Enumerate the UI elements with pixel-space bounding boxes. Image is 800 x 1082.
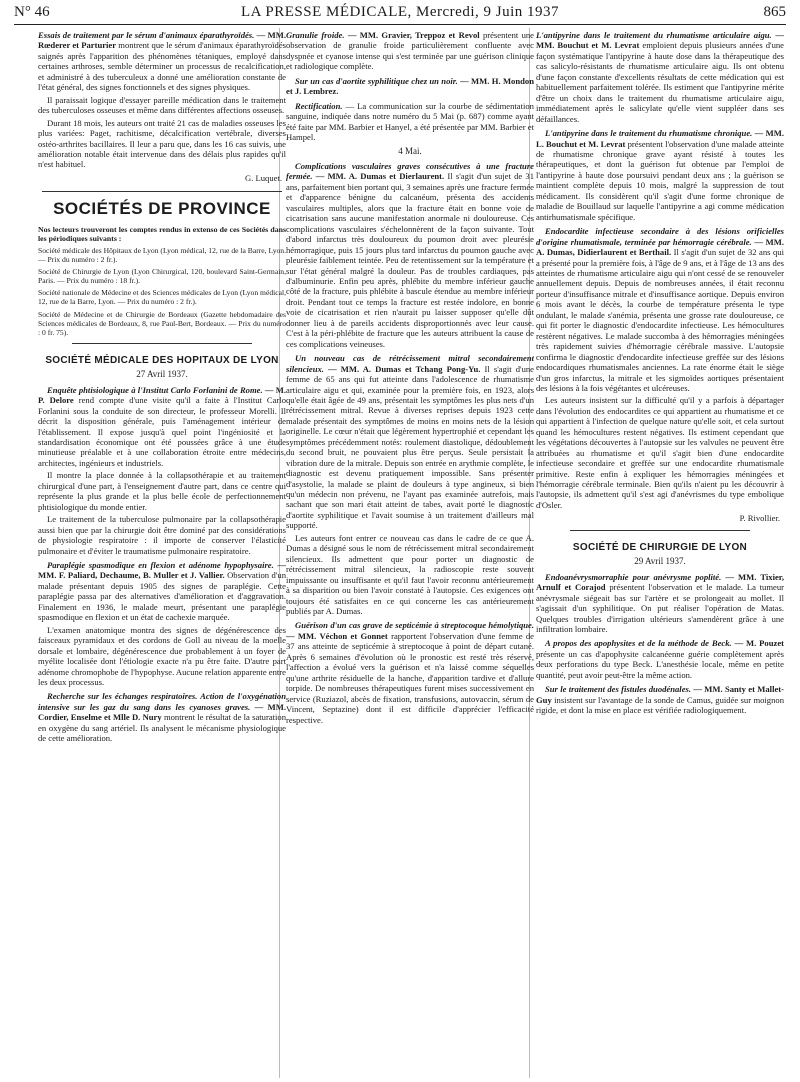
paragraph: Durant 18 mois, les auteurs ont traité 21 cas de maladies osseuses les plus variées: Paget, rachitisme, décalcification vertébrale, diverses ostéo-arthrites bacillaires. Il leur a paru que, dans les 16 cas suivis, une amélioration notable était intervenue dans des délais plus rapides qu'il n'est habituel. <box>38 117 286 170</box>
article: L'antipyrine dans le traitement du rhumatisme chronique. — MM. L. Bouchut et M. Levrat présentent l'observation d'une malade atteinte de rhumatisme chronique grave ayant résisté à toutes les thérapeutiques, et dont la guérison fut obtenue par l'emploi de l'antipyrine à haute dose poursuivi pendant deux ans ; la guérison se maintient complète depuis 10 mois, malgré la suppression de tout médicament. Ils considèrent qu'il s'agit d'une forme chronique de maladie de Bouillaud sur laquelle l'antipyrine a agi comme médication antirhumatismale spécifique. <box>536 128 784 222</box>
paragraph: Les auteurs insistent sur la difficulté qu'il y a parfois à départager dans l'évolution des endocardites ce qui appartient au rhumatisme et ce qui appartient à l'infection de quelque nature qu'elle soit, et cela surtout quand les hémocultures restent négatives. Ils estiment cependant que les végétations découvertes à l'autopsie sur les valvules ne peuvent être attribuées au rhumatisme et qu'il s'agit bien d'une endocardite infectieuse secondaire et greffée sur une endocardite rhumatismale primitive. Reste enfin à expliquer les hémorragies méningées et l'hémorragie cérébrale terminale. Bien qu'ils n'aient pu les découvrir à l'autopsie, ils admettent qu'il s'est agi d'anévrismes du type embolique d'Osler. <box>536 395 784 510</box>
notice-lead: Nos lecteurs trouveront les comptes rendus in extenso de ces Sociétés dans les périodiques suivants : <box>38 224 286 243</box>
article: Sur un cas d'aortite syphilitique chez un noir. — MM. H. Mondon et J. Lembrez. <box>286 75 534 97</box>
column-3 <box>536 30 784 1076</box>
session-date: 29 Avril 1937. <box>634 556 686 567</box>
article: A propos des apophysites et de la méthode de Beck. — M. Pouzet présente un cas d'apophysite calcanéenne guérie complètement après deux perforations du type Beck. L'anesthésie locale, même en petite quantité, peut avoir peut-être la même action. <box>536 638 784 680</box>
notice-item: Société de Chirurgie de Lyon (Lyon Chirurgical, 120, boulevard Saint-Germain, Paris. — Prix du numéro : 18 fr.). <box>38 267 286 286</box>
divider <box>570 530 750 531</box>
article: Complications vasculaires graves consécutives à une fracture fermée. — MM. A. Dumas et Dierlaurent. Il s'agit d'un sujet de 31 ans, parfaitement bien portant qui, 3 semaines après une fracture fermée et d'apparence bénigne du calcanéum, présenta des accidents vasculaires multiples, alors que la fracture était en bonne voie de cicatrisation sans aucune manifestation anormale ni douloureuse. Ces complications vasculaires s'échelonnèrent de la façon suivante. Tout d'abord infarctus très douloureux du poumon droit avec pleurésie hémorragique, puis 15 jours plus tard infarctus du poumon gauche avec pleurésie faiblement teintée. Peu de retentissement sur la température et sur l'état général malgré la douleur. Pas de troubles cardiaques, pas d'albuminurie. Enfin peu après, phlébite du membre inférieur gauche côté de la fracture, puis phlébite à bascule étendue au membre inférieur droit. Pendant tout ce temps la fracture est restée indolore, en bonne voie de cicatrisation et rien n'aurait pu laisser supposer qu'elle dût donner lieu à de pareils accidents disproportionnés avec leur cause. C'est à la péri-phlébite de fracture que les auteurs attribuent la cause de ces complications veineuses. <box>286 160 534 349</box>
article: Un nouveau cas de rétrécissement mitral secondairement silencieux. — MM. A. Dumas et Tchang Pong-Yu. Il s'agit d'une femme de 65 ans qui fut atteinte dans l'adolescence de rhumatisme articulaire aigu et qui, examinée pour la première fois, en 1923, alors qu'elle était âgée de 49 ans, présentait les symptômes les plus nets d'un rétrécissement mitral. Revue à diverses reprises depuis 1923 cette malade présentait des symptômes de moins en moins nets de la lésion originelle. Le cœur n'était que légèrement hypertrophié et cependant les symptômes précédemment notés: roulement diastolique, dédoublement du second bruit, ne pouvaient plus être perçus. Seule persistait la vibration dure de la mitrale. Depuis son entrée en arythmie complète, le diagnostic est devenu pratiquement impossible. Sans présenter d'asystolie, la malade se plaint de douleurs à type angineux, si bien qu'un médecin non prévenu, ne l'ayant pas examinée autrefois, mais sachant que son mari était atteint de tabes, avait porté le diagnostic d'aortite syphilitique et l'avait soumise à un traitement d'ailleurs mal supporté. <box>286 353 534 531</box>
society-heading: SOCIÉTÉ DE CHIRURGIE DE LYON <box>572 541 748 553</box>
paragraph: Les auteurs font entrer ce nouveau cas dans le cadre de ce que A. Dumas a désigné sous le nom de rétrécissement mitral secondairement silencieux. Ils admettent que pour porter un diagnostic de rétrécissement mitral silencieux, la radioscopie reste souvent impuissante ou insuffisante et qu'il faut l'avoir reconnu antérieurement à sa disparition ou bien l'avoir constaté à l'autopsie. Ces exigences ont toujours été satisfaites en ce qui concerne les cas antérieurement publiés par A. Dumas. <box>286 532 534 617</box>
article: Endoanévrysmorraphie pour anévrysme poplité. — MM. Tixier, Arnulf et Corajod présentent l'observation et le malade. La tumeur anévrysmale siégeait bas sur l'artère et se prolongeait au mollet. Il s'agissait d'un syphilitique. On put réaliser l'opération de Matas. Quelques troubles d'irrigation ultérieurs s'amendèrent grâce à une infiltration lombaire. <box>536 571 784 635</box>
header-rule <box>14 24 786 25</box>
column-2 <box>286 30 534 1076</box>
page-number: 865 <box>763 4 786 20</box>
session-date: 4 Mai. <box>398 145 422 156</box>
article: Granulie froide. — MM. Gravier, Treppoz et Revol présentent une observation de granulie froide particulièrement confluente avec dyspnée et cyanose intense qui s'est terminée par une guérison clinique et radiologique complète. <box>286 30 534 72</box>
article: Guérison d'un cas grave de septicémie à streptocoque hémolytique. — MM. Véchon et Gonnet rapportent l'observation d'une femme de 37 ans atteinte de septicémie à streptocoque à point de départ cutané. Après 6 semaines d'évolution où le pronostic est resté très réservé, l'affection a évolué vers la guérison et n'a laissé comme séquelles qu'une arthrite résiduelle de la hanche, d'apparition tardive et d'allure torpide. De nombreuses thérapeutiques furent mises successivement en service (Ruziazol, abcès de fixation, transfusions, autovaccin, sérum de Vincent, Septazine) dont il est difficile d'apprécier l'efficacité respective. <box>286 620 534 725</box>
notice-item: Société nationale de Médecine et des Sciences médicales de Lyon (Lyon médical, 12, rue de la Barre, Lyon. — Prix du numéro : 2 fr.). <box>38 288 286 307</box>
session-date: 27 Avril 1937. <box>136 369 188 380</box>
divider <box>72 343 252 344</box>
article: Essais de traitement par le sérum d'animaux éparathyroïdés. — MM. Rœderer et Parturier montrent que le sérum d'animaux éparathyroïdés saignés après l'apparition des phénomènes tétaniques, employé dans certaines arthroses, semble déterminer un processus de recalcification, et administré à des tuberculeux a donné une amélioration constante de l'état général, des signes fonctionnels et des signes physiques. <box>38 30 286 93</box>
paragraph: Le traitement de la tuberculose pulmonaire par la collapsothérapie aussi bien que par la chirurgie doit être dominé par des considérations de physiologie respiratoire : il importe de conserver l'élasticité pulmonaire et d'éviter le traumatisme pulmonaire respiratoire. <box>38 514 286 556</box>
signature: G. Luquet. <box>245 172 282 183</box>
section-heading: SOCIÉTÉS DE PROVINCE <box>53 199 271 219</box>
article: L'antipyrine dans le traitement du rhumatisme articulaire aigu. — MM. Bouchut et M. Levrat emploient depuis plusieurs années d'une façon systématique l'antipyrine à haute dose dans la thérapeutique des cas salicylo-résistants de rhumatisme articulaire aigu. Ils ont obtenu d'une façon constante d'excellents résultats de cette médication qui est habituellement parfaitement tolérée. Ils estiment que l'antipyrine mérite d'être un choix dans le traitement du rhumatisme articulaire aigu, immédiatement après le salicylate qu'elle vient suppléer dans ses défaillances. <box>536 30 784 124</box>
paragraph: Il montre la place donnée à la collapsothérapie et au traitement chirurgical d'une part, à l'enseignement d'autre part, dans ce centre qui représente la plus grande et la plus belle école de perfectionnement phtisiologique du monde entier. <box>38 470 286 512</box>
notice-box <box>38 225 286 337</box>
article: Paraplégie spasmodique en flexion et adénome hypophysaire. — MM. F. Paliard, Dechaume, B. Muller et J. Vallier. Observation d'un malade présentant depuis 1905 des signes de paraplégie. Cette paraplégie passa par des alternatives d'amélioration et d'aggravation. Finalement en 1936, le malade meurt, présentant une paraplégie spasmodique en flexion et un état de cachexie marquée. <box>38 559 286 623</box>
notice-item: Société médicale des Hôpitaux de Lyon (Lyon médical, 12, rue de la Barre, Lyon. — Prix du numéro : 2 fr.). <box>38 245 286 265</box>
issue-number: N° 46 <box>14 4 50 20</box>
article: Enquête phtisiologique à l'Institut Carlo Forlanini de Rome. — M. P. Delore rend compte d'une visite qu'il a faite à l'Institut Carlo Forlanini sous la conduite de son directeur, le professeur Morelli. Il décrit la disposition générale, puis l'aménagement intérieur de l'établissement. Il expose jusqu'à quel point l'ingéniosité et la standardisation économique ont été poussées grâce à une étude minutieuse préalable et à une collaboration étroite entre médecins, architectes, ingénieurs et industriels. <box>38 384 286 468</box>
article: Rectification. — La communication sur la courbe de sédimentation sanguine, indiquée dans notre numéro du 5 Mai (p. 687) comme ayant été faite par MM. Barbier et Hanyel, a été présentée par MM. Barbier et Hampel. <box>286 100 534 143</box>
society-heading: SOCIÉTÉ MÉDICALE DES HOPITAUX DE LYON <box>45 354 279 366</box>
paragraph: L'examen anatomique montra des signes de dégénérescence des faisceaux pyramidaux et des cordons de Goll au niveau de la moelle dorsale et lombaire, dégénérescence due probablement à un foyer de myélite localisée dont l'étiologie exacte n'a pu être faite. D'autre part adénome chromophobe de l'hypophyse. Aucune relation apparente entre les deux processus. <box>38 624 286 687</box>
journal-title: LA PRESSE MÉDICALE, Mercredi, 9 Juin 1937 <box>241 4 559 20</box>
signature: P. Rivollier. <box>739 513 780 524</box>
article: Sur le traitement des fistules duodénales. — MM. Santy et Mallet-Guy insistent sur l'avantage de la sonde de Camus, guidée sur moignon rigide, et dont la mise en place est vérifiée radiologiquement. <box>536 684 784 716</box>
divider <box>42 191 282 192</box>
page-header <box>14 0 786 26</box>
paragraph: Il paraissait logique d'essayer pareille médication dans le traitement des tuberculoses osseuses et même dans différentes affections osseuses. <box>38 94 286 116</box>
column-1 <box>38 30 286 1076</box>
article: Recherche sur les échanges respiratoires. Action de l'oxygénation intensive sur les gaz du sang dans les cyanoses graves. — MM. Cordier, Enselme et Mlle D. Nury montrent le résultat de la saturation en oxygène du sang artériel. Ils analysent le mécanisme physiologique de cette amélioration. <box>38 691 286 744</box>
notice-item: Société de Médecine et de Chirurgie de Bordeaux (Gazette hebdomadaire des Sciences médicales de Bordeaux, 8, rue Paul-Bert, Bordeaux. — Prix du numéro : 0 fr. 75). <box>38 309 286 337</box>
article: Endocardite infectieuse secondaire à des lésions orificielles d'origine rhumatismale, terminée par hémorragie cérébrale. — MM. A. Dumas, Didierlaurent et Berthail. Il s'agit d'un sujet de 32 ans qui a présenté pour la première fois, à l'âge de 9 ans, et à l'âge de 13 ans des atteintes de rhumatisme articulaire aigu qui n'ont cessé de se renouveler annuellement depuis. Depuis de nombreuses années, il était reconnu porteur d'insuffisance mitrale et d'insuffisance aortique. Depuis environ 6 mois avant le décès, la courbe de température présenta le type ondulant, le malade s'anémia, présenta une grosse rate douloureuse, ce qui fit porter le diagnostic d'endocardite infectieuse. Les hémocultures restèrent négatives. Le malade succomba à des hémorragies méningées très rapidement suivies d'hémorragie cérébrale massive. L'autopsie confirma le diagnostic d'endocardite infectieuse greffée sur des lésions endocardiques rhumatismales anciennes. La rate énorme était le siège d'un gros infarctus, la mitrale et les sigmoïdes aortiques présentaient des lésions à la fois végétantes et ulcéreuses. <box>536 226 784 393</box>
